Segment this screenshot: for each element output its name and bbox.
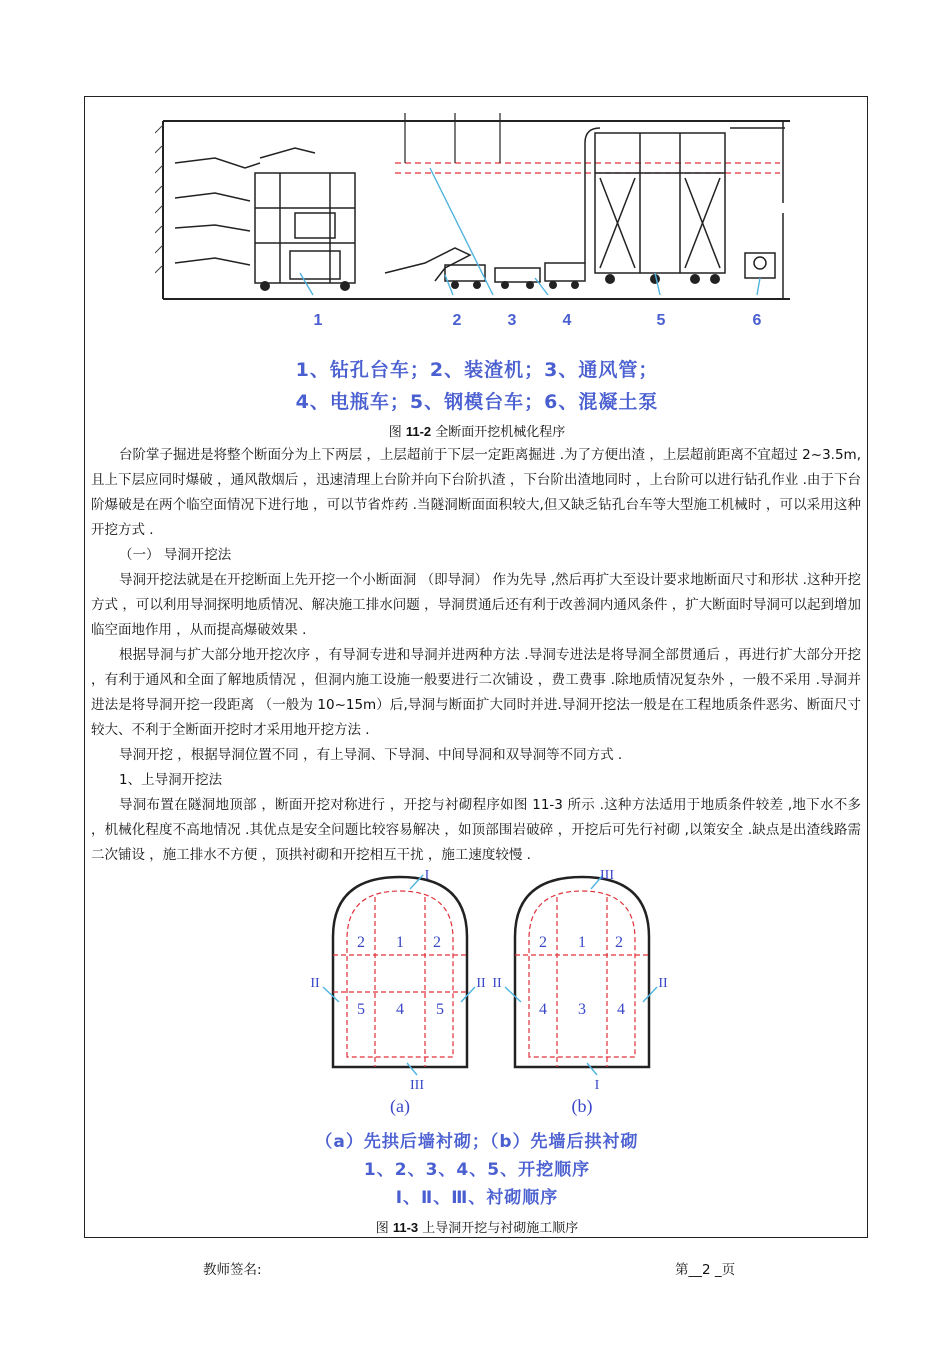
svg-text:5: 5 bbox=[357, 1001, 365, 1018]
b-bottom-label: I bbox=[594, 1078, 600, 1093]
full-section-machinery-diagram bbox=[155, 103, 795, 333]
page-number: 第__2 _页 bbox=[675, 1262, 736, 1278]
body-text bbox=[91, 443, 861, 868]
svg-text:1: 1 bbox=[578, 934, 586, 951]
svg-text:2: 2 bbox=[539, 934, 547, 951]
teacher-signature-label: 教师签名: bbox=[203, 1262, 262, 1278]
b-label: (b) bbox=[571, 1096, 593, 1116]
section-b bbox=[492, 868, 668, 1117]
svg-text:2: 2 bbox=[615, 934, 623, 951]
svg-text:5: 5 bbox=[436, 1001, 444, 1018]
svg-text:3: 3 bbox=[578, 1001, 586, 1018]
b-left-label: II bbox=[492, 976, 502, 991]
fig2-legend-line1: （a）先拱后墙衬砌；（b）先墙后拱衬砌 bbox=[315, 1132, 639, 1152]
paragraph-pilot-position: 导洞开挖 ，根据导洞位置不同 ，有上导洞、下导洞、中间导洞和双导洞等不同方式 . bbox=[119, 747, 623, 763]
paragraph-top-heading: 导洞布置在隧洞地顶部 ，断面开挖对称进行 ，开挖与衬砌程序如图 11-3 所示 .这种方法适用于地质条件较差 ,地下水不多 ，机械化程度不高地情况 .其优点是安全问题比较容易解决 ，如顶部围岩破碎 ，开挖后可先行衬砌 ,以策安全 .缺点是出渣线路需二次铺设 ，施工排水不方便 ，顶拱衬砌和开挖相互干扰 ，施工速度较慢 . bbox=[91, 797, 861, 863]
a-right-label: II bbox=[476, 976, 486, 991]
svg-text:4: 4 bbox=[396, 1001, 404, 1018]
a-label: (a) bbox=[390, 1096, 410, 1116]
paragraph-pilot-intro: 导洞开挖法就是在开挖断面上先开挖一个小断面洞 （即导洞） 作为先导 ,然后再扩大至设计要求地断面尺寸和形状 .这种开挖方式 ，可以利用导洞探明地质情况、解决施工排水问题 ，导洞贯通后还有利于改善洞内通风条件 ，扩大断面时导洞可以起到增加临空面地作用 ，从而提高爆破效果 . bbox=[91, 572, 861, 638]
svg-text:2: 2 bbox=[357, 934, 365, 951]
heading-top-heading: 1、上导洞开挖法 bbox=[119, 772, 223, 788]
svg-text:2: 2 bbox=[433, 934, 441, 951]
paragraph-bench: 台阶掌子掘进是将整个断面分为上下两层 ，上层超前于下层一定距离掘进 .为了方便出渣 ，上层超前距离不宜超过 2~3.5m,且上下层应同时爆破 ，通风散烟后 ，迅速清理上台阶并向下台阶扒渣 ，下台阶出渣地同时 ，上台阶可以进行钻孔作业 .由于下台阶爆破是在两个临空面情况下进行地 ，可以节省炸药 .当隧洞断面面积较大,但又缺乏钻孔台车等大型施工机械时 ，可以采用这种开挖方式 . bbox=[91, 447, 861, 538]
machine-number-4: 4 bbox=[562, 312, 572, 329]
svg-text:1: 1 bbox=[396, 934, 404, 951]
b-top-label: III bbox=[600, 868, 614, 883]
svg-text:4: 4 bbox=[539, 1001, 547, 1018]
top-heading-sequence-diagram bbox=[295, 867, 675, 1117]
machine-number-6: 6 bbox=[752, 312, 762, 329]
a-bottom-label: III bbox=[410, 1078, 424, 1093]
fig2-legend-line2: 1、2、3、4、5、开挖顺序 bbox=[363, 1160, 591, 1180]
section-a bbox=[310, 868, 486, 1117]
a-left-label: II bbox=[310, 976, 320, 991]
a-top-label: I bbox=[424, 868, 430, 883]
fig1-legend-line1: 1、钻孔台车；2、装渣机；3、通风管； bbox=[295, 359, 659, 381]
b-right-label: II bbox=[658, 976, 668, 991]
fig1-legend-line2: 4、电瓶车；5、钢模台车；6、混凝土泵 bbox=[295, 391, 659, 413]
page-frame bbox=[84, 96, 868, 1238]
svg-text:4: 4 bbox=[617, 1001, 625, 1018]
machine-number-2: 2 bbox=[452, 312, 462, 329]
fig2-caption: 图 11-3 上导洞开挖与衬砌施工顺序 bbox=[375, 1220, 579, 1236]
fig2-legend-line3: Ⅰ、Ⅱ、Ⅲ、衬砌顺序 bbox=[395, 1188, 559, 1208]
machine-number-3: 3 bbox=[507, 312, 517, 329]
paragraph-pilot-order: 根据导洞与扩大部分地开挖次序 ，有导洞专进和导洞并进两种方法 .导洞专进法是将导洞全部贯通后 ，再进行扩大部分开挖 ，有利于通风和全面了解地质情况 ，但洞内施工设施一般要进行二次铺设 ，费工费事 .除地质情况复杂外 ，一般不采用 .导洞并进法是将导洞开挖一段距离 （一般为 10~15m）后,导洞与断面扩大同时并进.导洞开挖法一般是在工程地质条件恶劣、断面尺寸较大、不利于全断面开挖时才采用地开挖方法 . bbox=[91, 647, 861, 738]
heading-pilot-tunnel: （一） 导洞开挖法 bbox=[119, 547, 232, 563]
machine-number-1: 1 bbox=[313, 312, 323, 329]
fig1-caption: 图 11-2 全断面开挖机械化程序 bbox=[388, 424, 566, 440]
machine-number-5: 5 bbox=[656, 312, 666, 329]
